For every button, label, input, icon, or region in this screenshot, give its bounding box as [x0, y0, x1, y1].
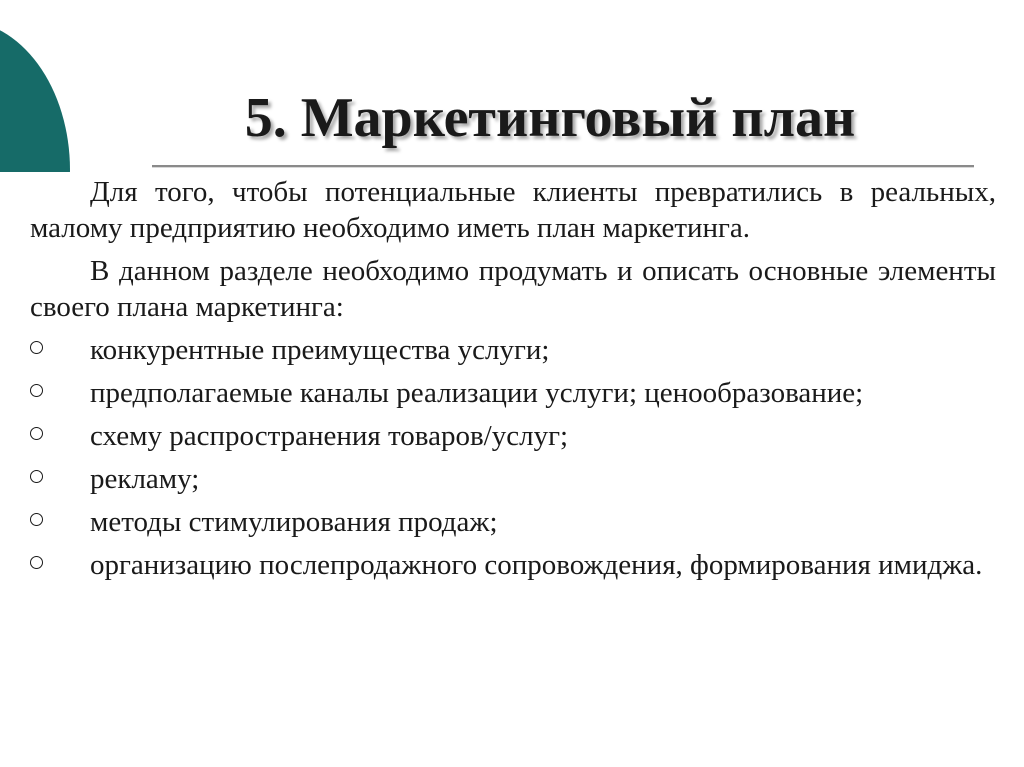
list-item — [30, 375, 996, 411]
list-item-text: конкурентные преимущества услуги; — [90, 334, 550, 366]
list-item-text: организацию послепродажного сопровождения, формирования имиджа. — [90, 549, 983, 581]
title-divider — [152, 165, 974, 168]
circle-bullet-icon — [30, 470, 43, 483]
list-item — [30, 461, 996, 497]
circle-bullet-icon — [30, 427, 43, 440]
circle-bullet-icon — [30, 513, 43, 526]
list-item-text: рекламу; — [90, 463, 200, 495]
list-item — [30, 332, 996, 368]
list-item-text: схему распространения товаров/услуг; — [90, 420, 569, 452]
circle-bullet-icon — [30, 556, 43, 569]
intro-paragraph: Для того, чтобы потенциальные клиенты превратились в реальных, малому предприятию необходимо иметь план маркетинга. — [30, 176, 996, 244]
section-paragraph: В данном разделе необходимо продумать и описать основные элементы своего плана маркетинга: — [30, 255, 996, 323]
circle-bullet-icon — [30, 341, 43, 354]
list-item-text: методы стимулирования продаж; — [90, 506, 498, 538]
list-item — [30, 418, 996, 454]
circle-bullet-icon — [30, 384, 43, 397]
list-item-text: предполагаемые каналы реализации услуги; ценообразование; — [90, 377, 864, 409]
list-item — [30, 504, 996, 540]
marketing-elements-list — [30, 332, 996, 583]
slide-body — [30, 174, 996, 590]
slide-title: 5. Маркетинговый план — [244, 87, 856, 149]
list-item — [30, 547, 996, 583]
